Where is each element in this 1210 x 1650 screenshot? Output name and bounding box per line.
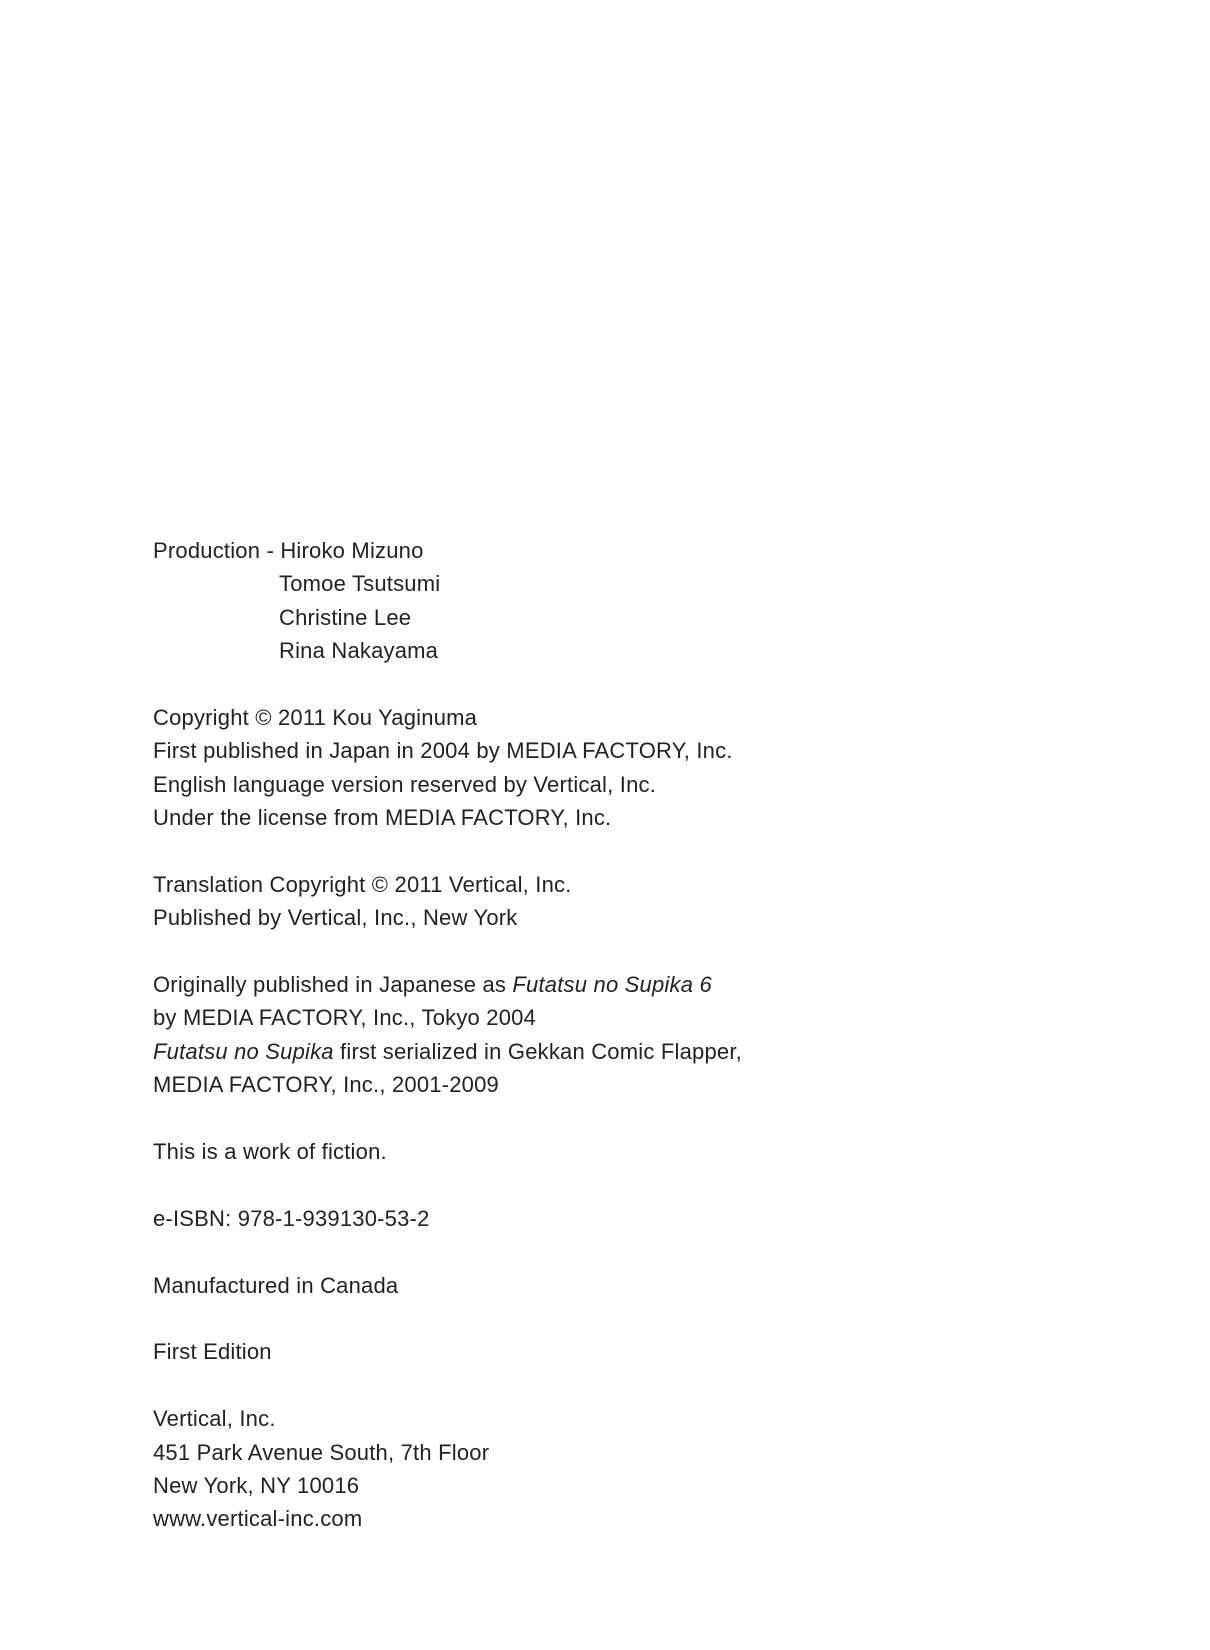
manufactured-line: Manufactured in Canada	[153, 1272, 399, 1298]
spacer	[153, 935, 1053, 968]
spacer	[153, 1369, 1053, 1402]
english-version-line: English language version reserved by Vertical, Inc.	[153, 771, 657, 797]
original-prefix: Originally published in Japanese as	[153, 972, 513, 998]
production-name: Tomoe Tsutsumi	[279, 571, 441, 597]
publisher-city-line: New York, NY 10016	[153, 1472, 360, 1498]
spacer	[153, 835, 1053, 868]
production-name: Christine Lee	[279, 604, 412, 630]
production-name: Rina Nakayama	[279, 638, 439, 664]
license-line: Under the license from MEDIA FACTORY, Inc.	[153, 805, 612, 831]
spacer	[153, 1235, 1053, 1268]
production-line	[153, 534, 1053, 567]
spacer	[153, 668, 1053, 701]
publisher-website: www.vertical-inc.com	[153, 1506, 363, 1532]
fiction-notice: This is a work of fiction.	[153, 1139, 387, 1165]
publisher-address-line: 451 Park Avenue South, 7th Floor	[153, 1439, 490, 1465]
isbn-line: e-ISBN: 978-1-939130-53-2	[153, 1205, 430, 1231]
copyright-line: Copyright © 2011 Kou Yaginuma	[153, 704, 478, 730]
series-title: Futatsu no Supika	[153, 1038, 334, 1064]
edition-line: First Edition	[153, 1339, 272, 1365]
copyright-block	[153, 534, 1053, 1536]
production-label: Production -	[153, 538, 281, 563]
published-by-line: Published by Vertical, Inc., New York	[153, 905, 518, 931]
spacer	[153, 1102, 1053, 1135]
serialization-line	[153, 1035, 1053, 1068]
original-publisher-line: by MEDIA FACTORY, Inc., Tokyo 2004	[153, 1005, 537, 1031]
production-name: Hiroko Mizuno	[280, 538, 424, 563]
serialization-years-line: MEDIA FACTORY, Inc., 2001-2009	[153, 1072, 499, 1098]
spacer	[153, 1168, 1053, 1201]
publisher-name: Vertical, Inc.	[153, 1406, 276, 1432]
first-published-line: First published in Japan in 2004 by MEDIA FACTORY, Inc.	[153, 738, 733, 764]
original-title: Futatsu no Supika 6	[512, 972, 712, 998]
original-publication-line	[153, 968, 1053, 1001]
spacer	[153, 1302, 1053, 1335]
translation-copyright-line: Translation Copyright © 2011 Vertical, Inc.	[153, 871, 572, 897]
serialization-text: first serialized in Gekkan Comic Flapper,	[333, 1038, 742, 1064]
